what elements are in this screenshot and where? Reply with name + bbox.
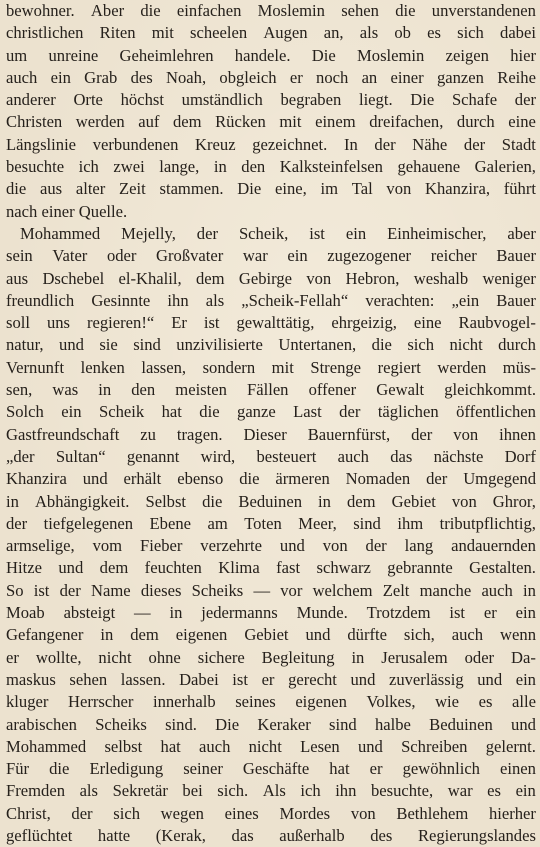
paragraph <box>6 223 536 847</box>
text-line: die aus alter Zeit stammen. Die eine, im Tal von Khanzira, führt <box>6 179 536 199</box>
text-line: Christen werden auf dem Rücken mit einem dreifachen, durch eine <box>6 112 536 132</box>
text-line: Mohammed selbst hat auch nicht Lesen und Schreiben gelernt. <box>6 736 536 756</box>
text-line: freundlich Gesinnte ihn als „Scheik-Fellah“ verachten: „ein Bauer <box>6 290 536 310</box>
text-line: Vernunft lenken lassen, sondern mit Strenge regiert werden müs- <box>6 357 536 377</box>
text-line: sen, was in den meisten Fällen offener Gewalt gleichkommt. <box>6 380 536 400</box>
text-line: der tiefgelegenen Ebene am Toten Meer, sind ihm tributpflichtig, <box>6 513 536 533</box>
text-line: Längslinie verbundenen Kreuz gezeichnet. In der Nähe der Stadt <box>6 134 536 154</box>
text-line: maskus sehen lassen. Dabei ist er gerecht und zuverlässig und ein <box>6 669 536 689</box>
text-line: So ist der Name dieses Scheiks — vor welchem Zelt manche auch in <box>6 580 536 600</box>
text-line: armselige, vom Fieber verzehrte und von der lang andauernden <box>6 536 536 556</box>
text-line: auch ein Grab des Noah, obgleich er noch an einer ganzen Reihe <box>6 67 536 87</box>
text-line: Christ, der sich wegen eines Mordes von Bethlehem hierher <box>6 803 536 823</box>
text-line: arabischen Scheiks sind. Die Keraker sind halbe Beduinen und <box>6 714 536 734</box>
text-line: kluger Herrscher innerhalb seines eigenen Volkes, wie es alle <box>6 692 536 712</box>
text-line: Fremden als Sekretär bei sich. Als ich ihn besuchte, war es ein <box>6 781 536 801</box>
text-line: christlichen Riten mit scheelen Augen an, als ob es sich dabei <box>6 23 536 43</box>
text-line: Khanzira und erhält ebenso die ärmeren Nomaden der Umgegend <box>6 469 536 489</box>
text-line: anderer Orte höchst umständlich begraben liegt. Die Schafe der <box>6 90 536 110</box>
text-line: „der Sultan“ genannt wird, besteuert auch das nächste Dorf <box>6 446 536 466</box>
text-line: besuchte ich zwei lange, in den Kalksteinfelsen gehauene Galerien, <box>6 157 536 177</box>
text-line: soll uns regieren!“ Er ist gewalttätig, ehrgeizig, eine Raubvogel- <box>6 313 536 333</box>
text-line: in Abhängigkeit. Selbst die Beduinen in dem Gebiet von Ghror, <box>6 491 536 511</box>
text-line: Gastfreundschaft zu tragen. Dieser Bauernfürst, der von ihnen <box>6 424 536 444</box>
text-line: Hitze und dem feuchten Klima fast schwarz gebrannte Gestalten. <box>6 558 536 578</box>
text-line: um unreine Geheimlehren handele. Die Moslemin zeigen hier <box>6 45 536 65</box>
text-line: Moab absteigt — in jedermanns Munde. Trotzdem ist er ein <box>6 603 536 623</box>
text-line: Für die Erledigung seiner Geschäfte hat er gewöhnlich einen <box>6 759 536 779</box>
text-line: natur, und sie sind unzivilisierte Untertanen, die sich nicht durch <box>6 335 536 355</box>
text-line: sein Vater oder Großvater war ein zugezogener reicher Bauer <box>6 246 536 266</box>
text-line: nach einer Quelle. <box>6 201 128 221</box>
text-line: aus Dschebel el-Khalil, dem Gebirge von Hebron, weshalb weniger <box>6 268 536 288</box>
text-line: geflüchtet hatte (Kerak, das außerhalb des Regierungslandes <box>6 825 536 845</box>
body-text <box>6 0 536 847</box>
text-line: bewohner. Aber die einfachen Moslemin sehen die unverstandenen <box>6 1 536 20</box>
paragraph <box>6 0 536 223</box>
text-line: Mohammed Mejelly, der Scheik, ist ein Einheimischer, aber <box>20 223 536 243</box>
text-line: Solch ein Scheik hat die ganze Last der täglichen öffentlichen <box>6 402 536 422</box>
text-line: Gefangener in dem eigenen Gebiet und dürfte sich, auch wenn <box>6 625 536 645</box>
text-line: er wollte, nicht ohne sichere Begleitung in Jerusalem oder Da- <box>6 647 536 667</box>
